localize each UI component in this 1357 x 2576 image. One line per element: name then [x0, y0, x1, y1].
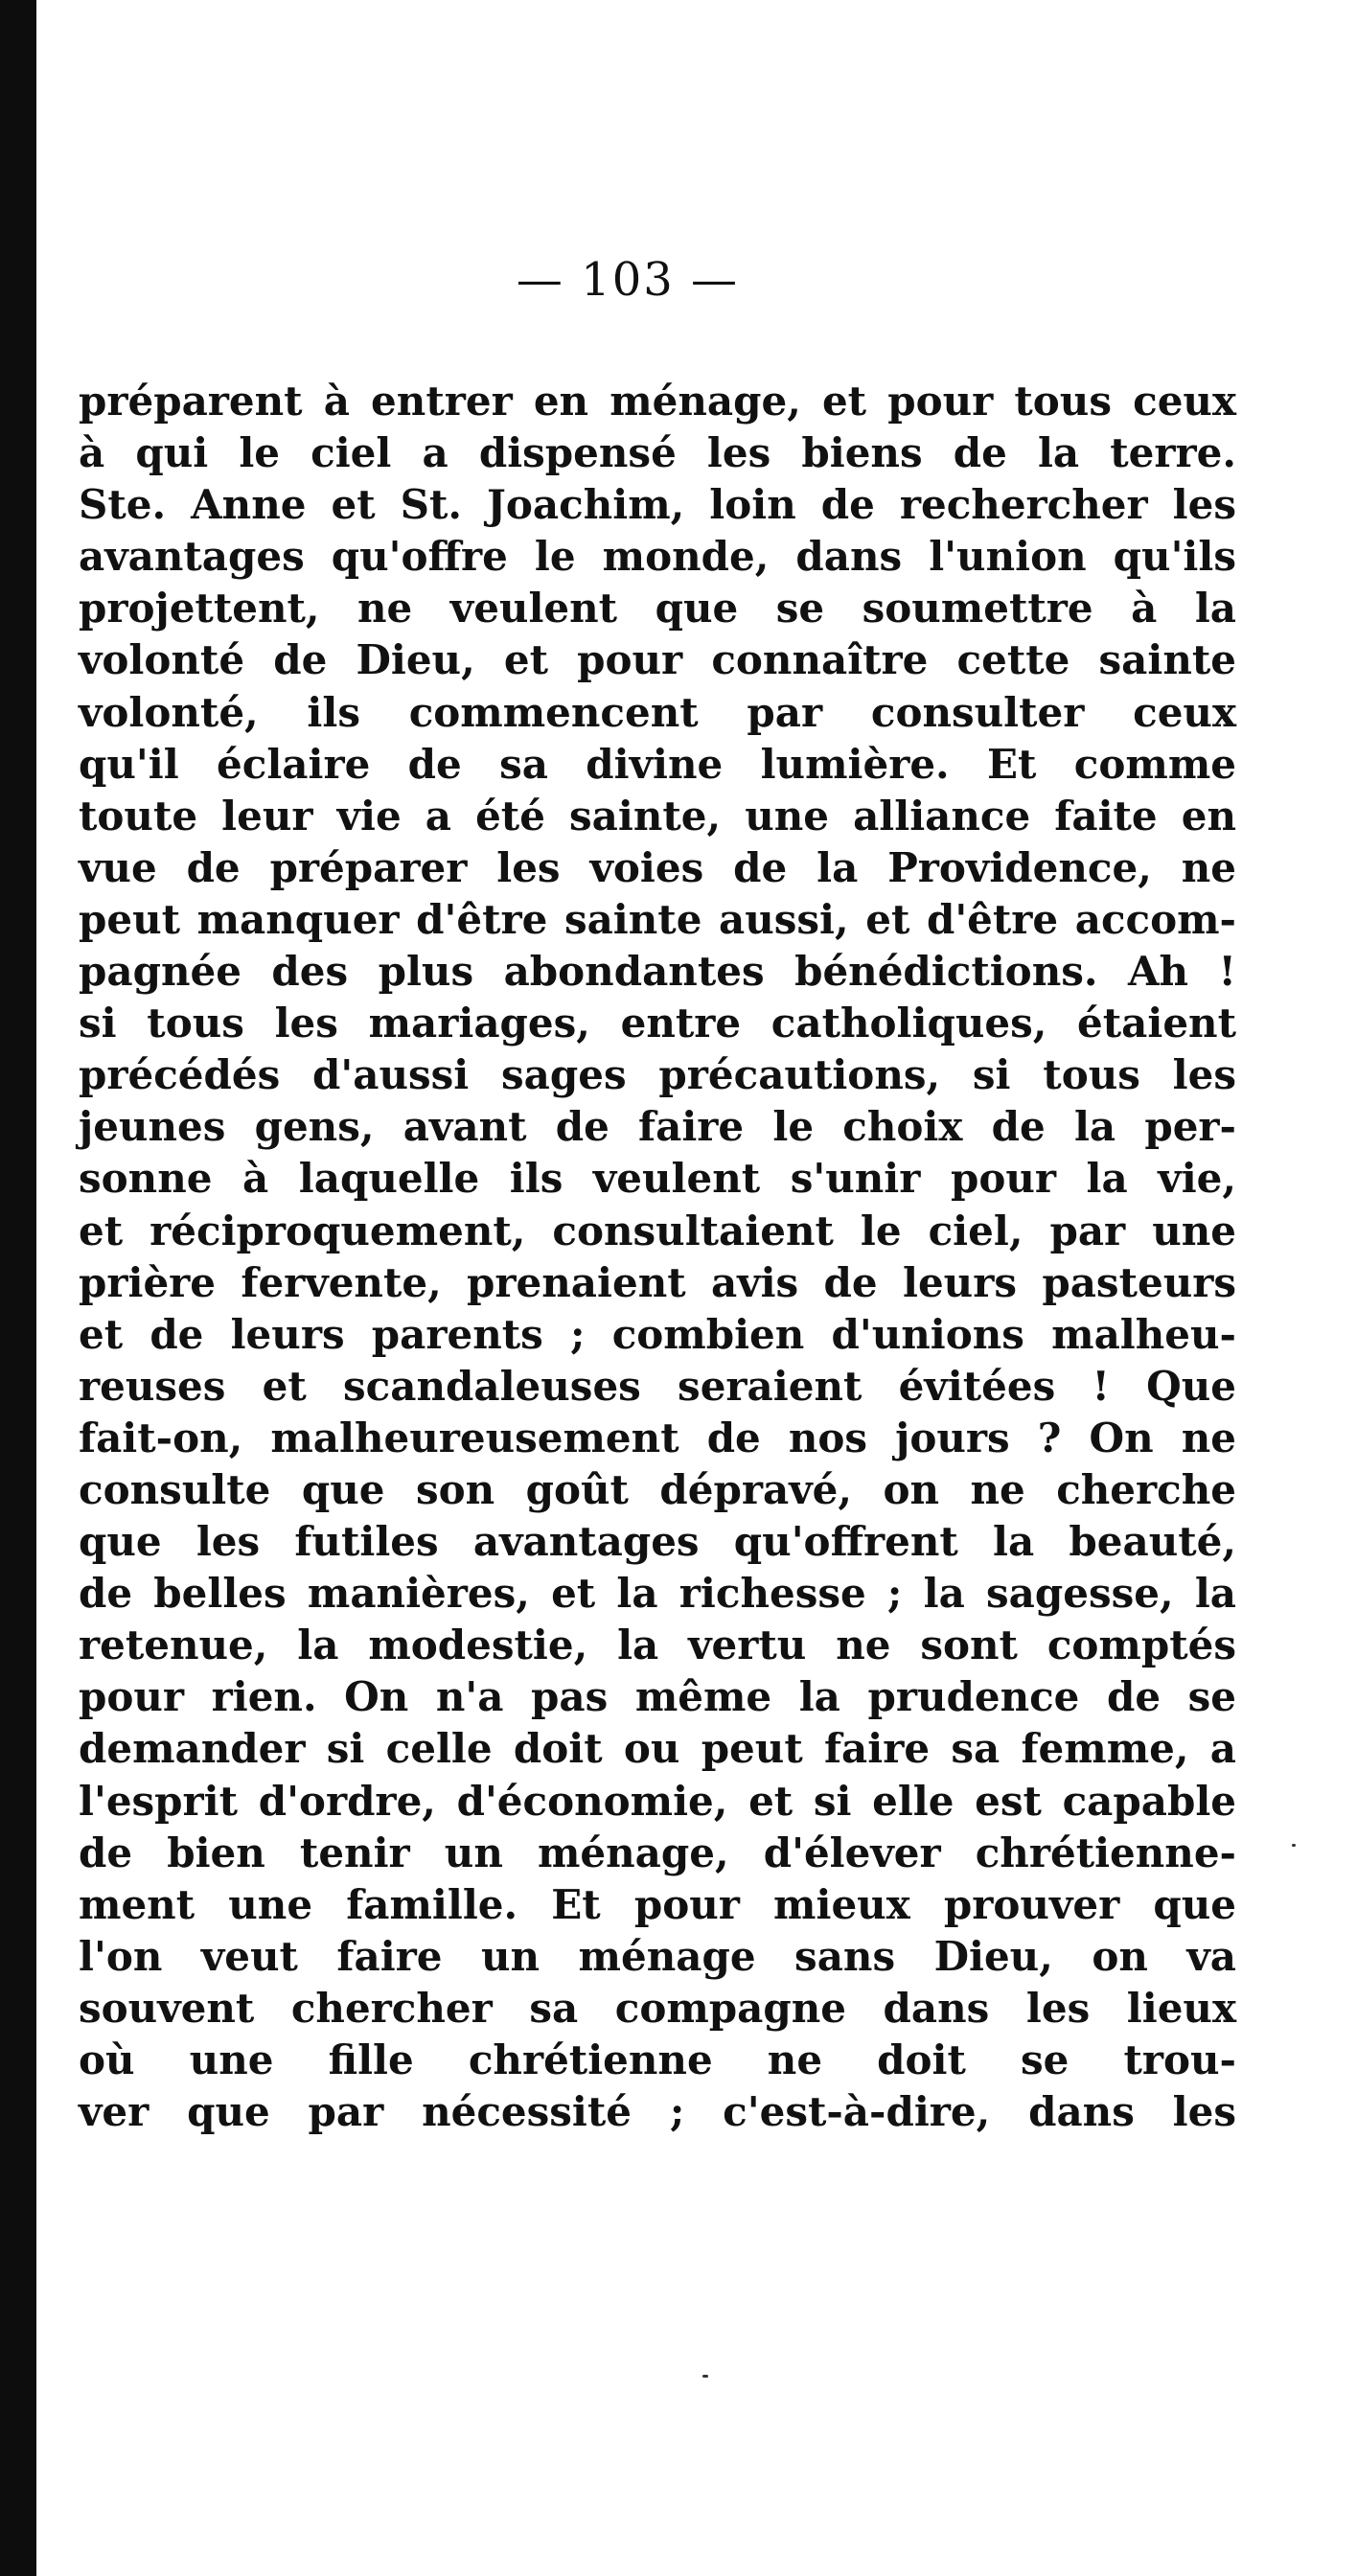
text-line: pagnée des plus abondantes bénédictions. Ah !	[79, 948, 1236, 996]
text-line: souvent chercher sa compagne dans les lieux	[79, 1984, 1236, 2032]
text-line: et réciproquement, consultaient le ciel, par une	[79, 1207, 1236, 1254]
text-line: de bien tenir un ménage, d'élever chrétienne-	[79, 1828, 1236, 1876]
text-line: à qui le ciel a dispensé les biens de la terre.	[79, 429, 1236, 477]
text-line: que les futiles avantages qu'offrent la beauté,	[79, 1518, 1236, 1566]
text-line: prière fervente, prenaient avis de leurs pasteurs	[79, 1258, 1236, 1306]
body-text	[79, 376, 1236, 2138]
text-line: où une fille chrétienne ne doit se trou-	[79, 2036, 1236, 2083]
text-line: Ste. Anne et St. Joachim, loin de rechercher les	[79, 481, 1236, 529]
text-line: ver que par nécessité ; c'est-à-dire, dans les	[79, 2088, 1236, 2136]
text-line: sonne à laquelle ils veulent s'unir pour la vie,	[79, 1155, 1236, 1203]
text-line: vue de préparer les voies de la Providence, ne	[79, 843, 1236, 891]
text-line: ment une famille. Et pour mieux prouver que	[79, 1880, 1236, 1928]
text-line: et de leurs parents ; combien d'unions malheu-	[79, 1310, 1236, 1358]
scan-speck	[1292, 1844, 1296, 1847]
text-line: jeunes gens, avant de faire le choix de la per-	[79, 1103, 1236, 1151]
page-number: — 103 —	[516, 253, 740, 307]
text-line: précédés d'aussi sages précautions, si tous les	[79, 1051, 1236, 1099]
text-line: pour rien. On n'a pas même la prudence de se	[79, 1673, 1236, 1721]
scan-speck	[702, 2375, 708, 2378]
text-line: retenue, la modestie, la vertu ne sont comptés	[79, 1622, 1236, 1669]
text-line: toute leur vie a été sainte, une alliance faite en	[79, 792, 1236, 840]
text-line: avantages qu'offre le monde, dans l'union qu'ils	[79, 533, 1236, 581]
text-line: reuses et scandaleuses seraient évitées ! Que	[79, 1362, 1236, 1410]
text-line: préparent à entrer en ménage, et pour tous ceux	[79, 378, 1236, 425]
text-line: l'esprit d'ordre, d'économie, et si elle est capable	[79, 1777, 1236, 1825]
text-line: volonté, ils commencent par consulter ceux	[79, 688, 1236, 736]
text-line: qu'il éclaire de sa divine lumière. Et comme	[79, 740, 1236, 788]
text-line: volonté de Dieu, et pour connaître cette sainte	[79, 636, 1236, 684]
text-line: si tous les mariages, entre catholiques, étaient	[79, 1000, 1236, 1047]
page-binding-edge	[0, 0, 36, 2576]
text-line: projettent, ne veulent que se soumettre à la	[79, 585, 1236, 632]
text-line: consulte que son goût dépravé, on ne cherche	[79, 1465, 1236, 1513]
text-line: demander si celle doit ou peut faire sa femme, a	[79, 1725, 1236, 1773]
text-line: l'on veut faire un ménage sans Dieu, on va	[79, 1932, 1236, 1980]
text-line: de belles manières, et la richesse ; la sagesse, la	[79, 1570, 1236, 1618]
text-line: peut manquer d'être sainte aussi, et d'être accom-	[79, 895, 1236, 943]
text-line: fait-on, malheureusement de nos jours ? On ne	[79, 1414, 1236, 1461]
